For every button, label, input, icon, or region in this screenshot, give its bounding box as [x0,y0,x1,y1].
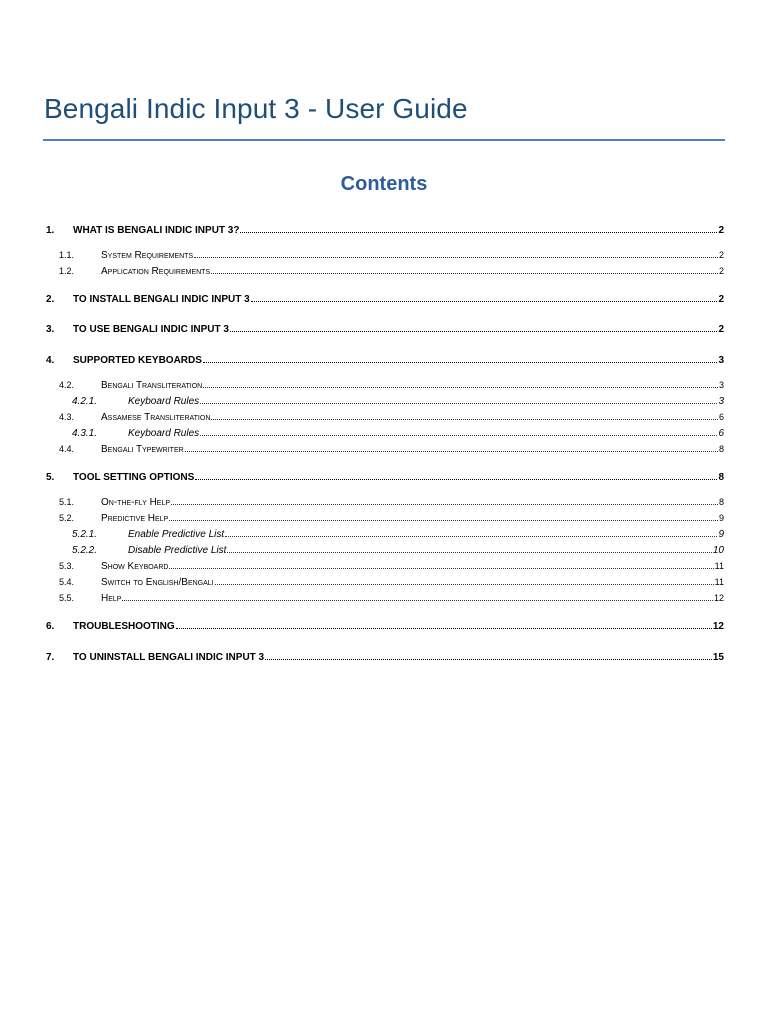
toc-entry[interactable] [46,248,724,262]
toc-entry-page-number: 8 [718,497,724,507]
toc-entry-number: 3. [46,324,55,335]
toc-entry-page-number: 12 [713,593,724,603]
toc-dot-leader [240,223,717,233]
toc-entry[interactable] [46,619,724,633]
toc-entry[interactable] [46,495,724,509]
toc-entry-page-number: 12 [712,621,724,632]
toc-entry-number: 5.5. [59,593,75,603]
title-underline [43,139,725,141]
toc-entry-page-number: 9 [718,513,724,523]
toc-entry-number: 1. [46,225,55,236]
toc-entry-label: Enable Predictive List [128,529,225,540]
toc-entry[interactable] [46,410,724,424]
toc-dot-leader [230,322,717,332]
toc-entry-page-number: 8 [718,444,724,454]
toc-entry-page-number: 11 [714,561,724,571]
toc-entry-label: TO INSTALL BENGALI INDIC INPUT 3 [73,294,250,305]
toc-entry-label: Predictive Help [101,513,169,524]
toc-entry-page-number: 2 [718,294,724,305]
toc-entry[interactable] [46,575,724,589]
toc-entry-label: Help [101,593,122,604]
toc-entry[interactable] [46,292,724,306]
toc-entry-number: 5.2.2. [72,545,98,556]
toc-dot-leader [195,470,717,480]
toc-dot-leader [211,264,718,274]
toc-dot-leader [227,543,712,553]
toc-entry-label: On-the-fly Help [101,497,171,508]
toc-entry-number: 4.3. [59,412,75,422]
toc-entry-number: 5.1. [59,497,75,507]
toc-entry-number: 4. [46,355,55,366]
toc-entry[interactable] [46,442,724,456]
toc-entry-number: 1.1. [59,250,75,260]
toc-dot-leader [203,378,718,388]
toc-dot-leader [225,527,717,537]
toc-entry[interactable] [46,378,724,392]
toc-dot-leader [171,495,718,505]
toc-dot-leader [169,511,718,521]
toc-dot-leader [200,394,717,404]
toc-entry[interactable] [46,322,724,336]
toc-heading: Contents [340,173,428,195]
toc-entry[interactable] [46,394,724,408]
toc-entry-page-number: 10 [712,545,724,556]
toc-entry-label: TO UNINSTALL BENGALI INDIC INPUT 3 [73,652,265,663]
toc-entry-number: 4.2.1. [72,396,98,407]
toc-entry-number: 5.4. [59,577,75,587]
toc-entry-label: TOOL SETTING OPTIONS [73,472,195,483]
toc-entry-page-number: 15 [712,652,724,663]
toc-dot-leader [176,619,712,629]
toc-entry-page-number: 8 [718,472,724,483]
toc-entry[interactable] [46,543,724,557]
toc-entry[interactable] [46,264,724,278]
toc-entry-label: Bengali Transliteration [101,380,203,391]
toc-dot-leader [200,426,717,436]
toc-entry-page-number: 3 [718,380,724,390]
toc-dot-leader [215,575,714,585]
toc-entry-label: Bengali Typewriter [101,444,184,455]
toc-dot-leader [122,591,713,601]
toc-entry-page-number: 11 [714,577,724,587]
toc-entry[interactable] [46,223,724,237]
toc-entry-number: 5. [46,472,55,483]
toc-entry-label: System Requirements [101,250,194,261]
toc-entry-number: 2. [46,294,55,305]
toc-entry-number: 5.2.1. [72,529,98,540]
toc-dot-leader [194,248,718,258]
toc-entry-label: Keyboard Rules [128,428,200,439]
toc-entry-number: 1.2. [59,266,75,276]
toc-dot-leader [203,353,718,363]
toc-entry-label: TO USE BENGALI INDIC INPUT 3 [73,324,229,335]
toc-entry-label: Assamese Transliteration [101,412,211,423]
toc-entry-label: Show Keyboard [101,561,169,572]
toc-entry-page-number: 6 [718,412,724,422]
toc-entry[interactable] [46,559,724,573]
toc-entry-page-number: 6 [718,428,724,439]
toc-dot-leader [185,442,718,452]
toc-entry-page-number: 2 [718,324,724,335]
toc-entry-page-number: 9 [718,529,724,540]
toc-entry-label: Switch to English/Bengali [101,577,214,588]
toc-entry[interactable] [46,426,724,440]
toc-dot-leader [251,292,718,302]
toc-entry-page-number: 2 [718,266,724,276]
toc-entry-number: 4.2. [59,380,75,390]
toc-entry-page-number: 2 [718,250,724,260]
toc-entry-page-number: 2 [718,225,724,236]
toc-entry-label: Keyboard Rules [128,396,200,407]
toc-entry-label: Disable Predictive List [128,545,227,556]
toc-entry[interactable] [46,591,724,605]
toc-entry-label: TROUBLESHOOTING [73,621,175,632]
toc-entry[interactable] [46,511,724,525]
toc-entry[interactable] [46,650,724,664]
toc-entry[interactable] [46,353,724,367]
toc-entry-number: 5.2. [59,513,75,523]
document-title: Bengali Indic Input 3 - User Guide [44,93,468,124]
toc-dot-leader [211,410,718,420]
toc-entry-number: 6. [46,621,55,632]
toc-dot-leader [169,559,713,569]
toc-entry-page-number: 3 [718,396,724,407]
toc-entry-number: 5.3. [59,561,75,571]
toc-dot-leader [265,650,712,660]
toc-entry[interactable] [46,527,724,541]
toc-entry-page-number: 3 [718,355,724,366]
toc-entry-label: WHAT IS BENGALI INDIC INPUT 3? [73,225,240,236]
toc-entry[interactable] [46,470,724,484]
toc-entry-label: Application Requirements [101,266,211,277]
toc-entry-number: 7. [46,652,55,663]
toc-entry-number: 4.4. [59,444,75,454]
toc-entry-label: SUPPORTED KEYBOARDS [73,355,202,366]
toc-entry-number: 4.3.1. [72,428,98,439]
